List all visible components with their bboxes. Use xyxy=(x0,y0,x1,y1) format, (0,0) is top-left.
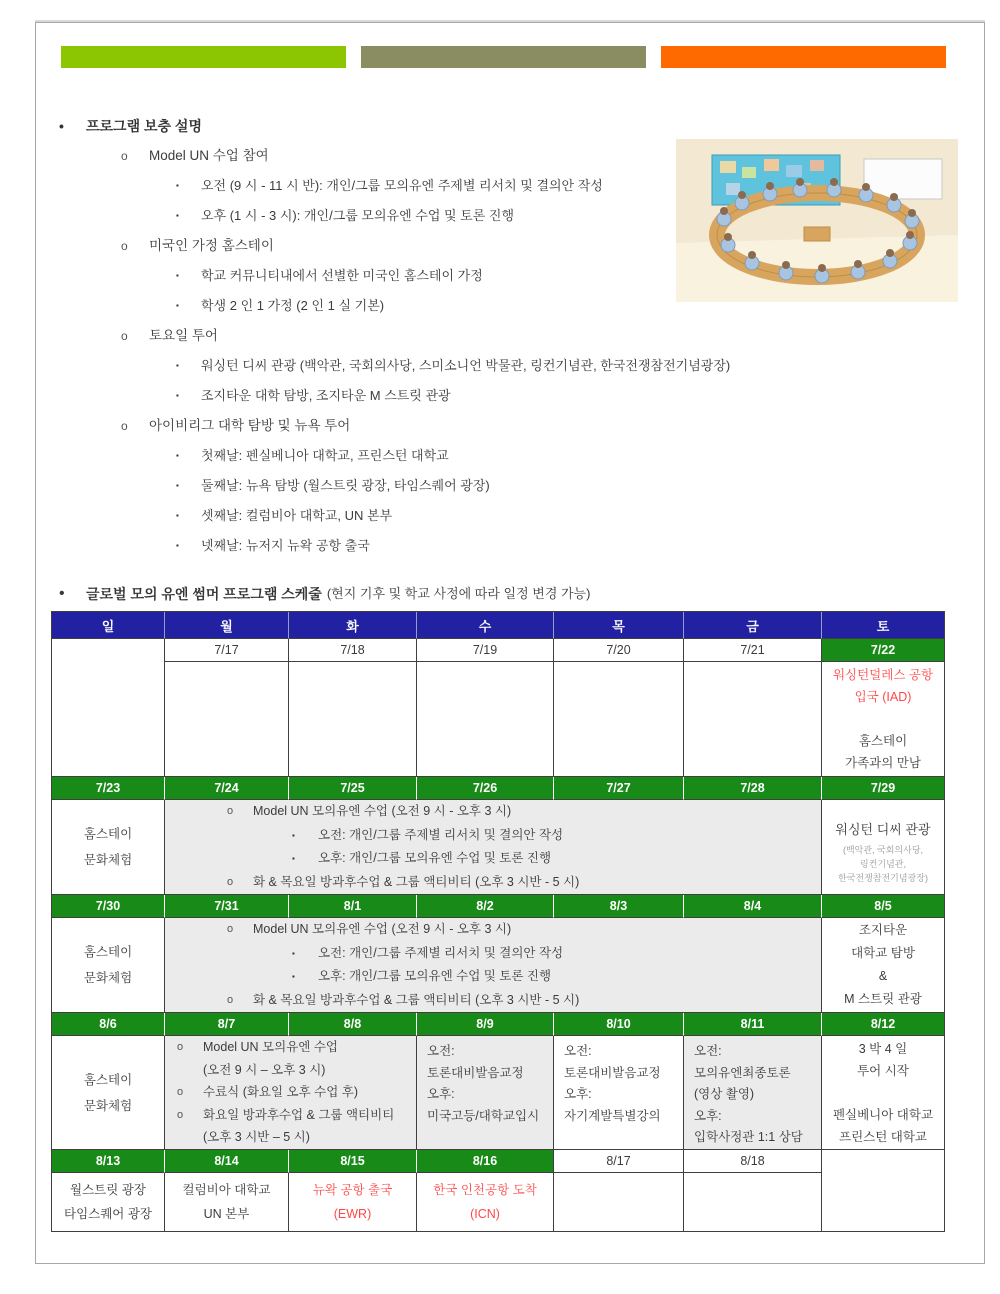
date-cell: 7/17 xyxy=(165,639,289,662)
bullet-icon: • xyxy=(59,118,64,134)
week1-sun-cell xyxy=(52,639,165,777)
list-item: 둘째날: 뉴욕 탐방 (월스트릿 광장, 타임스퀘어 광장) xyxy=(201,478,490,493)
date-cell: 8/13 xyxy=(52,1150,165,1173)
week4-sun-content: 홈스테이 문화체험 xyxy=(52,1036,165,1150)
week3-sat-content: 조지타운 대학교 탐방 & M 스트릿 관광 xyxy=(822,918,945,1013)
date-cell: 8/16 xyxy=(417,1150,554,1173)
dc-tour-title: 워싱턴 디씨 관광 xyxy=(835,822,931,837)
group-label: Model UN 수업 참여 xyxy=(149,148,269,163)
schedule-heading xyxy=(36,579,590,609)
date-cell: 8/18 xyxy=(684,1150,822,1173)
date-cell: 7/24 xyxy=(165,777,289,800)
empty-cell xyxy=(289,662,417,777)
week5-sat-cell xyxy=(822,1150,945,1232)
week5-wed-content: 한국 인천공항 도착 (ICN) xyxy=(417,1173,554,1232)
date-cell: 7/18 xyxy=(289,639,417,662)
date-cell: 8/17 xyxy=(554,1150,684,1173)
date-cell: 8/12 xyxy=(822,1013,945,1036)
empty-cell xyxy=(684,662,822,777)
empty-cell xyxy=(684,1173,822,1232)
week3-sun-content: 홈스테이 문화체험 xyxy=(52,918,165,1013)
group-label: 미국인 가정 홈스테이 xyxy=(149,238,274,253)
homestay-meeting-note: 홈스테이 가족과의 만남 xyxy=(845,734,921,770)
square-bullet-icon: ▪ xyxy=(176,541,179,550)
day-header-wed: 수 xyxy=(417,612,554,639)
date-cell: 7/27 xyxy=(554,777,684,800)
date-cell: 7/26 xyxy=(417,777,554,800)
circle-bullet-icon: o xyxy=(121,149,128,163)
date-cell: 8/4 xyxy=(684,895,822,918)
empty-cell xyxy=(554,662,684,777)
list-item: 첫째날: 펜실베니아 대학교, 프린스턴 대학교 xyxy=(201,448,449,463)
date-cell: 7/20 xyxy=(554,639,684,662)
week3-weekday-content: o Model UN 모의유엔 수업 (오전 9 시 - 오후 3 시) ▪ 오전: 개인/그룹 주제별 리서치 및 결의안 작성 ▪ 오후: 개인/그룹 모의유엔 수업 및 토론 진행 o 화 & 목요일 방과후수업 & 그룹 액티비티 (오후 3 시반 - 5 시) xyxy=(165,918,822,1013)
square-bullet-icon: ▪ xyxy=(176,481,179,490)
bullet-icon: • xyxy=(59,585,65,602)
week5-mon-content: 컬럼비아 대학교 UN 본부 xyxy=(165,1173,289,1232)
date-cell: 8/1 xyxy=(289,895,417,918)
week4-sat-content: 3 박 4 일 투어 시작 펜실베니아 대학교 프린스턴 대학교 xyxy=(822,1036,945,1150)
day-header-sat: 토 xyxy=(822,612,945,639)
list-item: 학생 2 인 1 가정 (2 인 1 실 기본) xyxy=(201,298,385,313)
date-cell: 7/28 xyxy=(684,777,822,800)
week1-sat-content xyxy=(822,662,945,777)
group-label: 아이비리그 대학 탐방 및 뉴욕 투어 xyxy=(149,418,351,433)
date-cell: 7/23 xyxy=(52,777,165,800)
schedule-title: 글로벌 모의 유엔 썸머 프로그램 스케줄 xyxy=(86,586,322,602)
date-cell: 7/19 xyxy=(417,639,554,662)
week2-sat-content xyxy=(822,800,945,895)
date-cell: 7/29 xyxy=(822,777,945,800)
dc-tour-detail: (백악관, 국회의사당, 링컨기념관, 한국전쟁참전기념광장) xyxy=(838,845,928,883)
week4-fri-content: 오전: 모의유엔최종토론 (영상 촬영) 오후: 입학사정관 1:1 상담 xyxy=(684,1036,822,1150)
group-label: 토요일 투어 xyxy=(149,328,218,343)
date-cell: 7/30 xyxy=(52,895,165,918)
list-item: 셋째날: 컬럼비아 대학교, UN 본부 xyxy=(201,508,393,523)
day-header-tue: 화 xyxy=(289,612,417,639)
week4-montue-content: o Model UN 모의유엔 수업 (오전 9 시 – 오후 3 시) o 수료식 (화요일 오후 수업 후) o 화요일 방과후수업 & 그룹 액티비티 (오후 3 시반 – 5 시) xyxy=(165,1036,417,1150)
accent-bar-orange xyxy=(661,46,946,68)
list-item: 오후 (1 시 - 3 시): 개인/그룹 모의유엔 수업 및 토론 진행 xyxy=(201,208,515,223)
date-cell: 8/14 xyxy=(165,1150,289,1173)
supplement-section xyxy=(36,111,941,561)
day-header-sun: 일 xyxy=(52,612,165,639)
date-cell: 8/6 xyxy=(52,1013,165,1036)
day-header-thu: 목 xyxy=(554,612,684,639)
date-cell: 8/2 xyxy=(417,895,554,918)
date-cell: 7/21 xyxy=(684,639,822,662)
week5-sun-content: 월스트릿 광장 타임스퀘어 광장 xyxy=(52,1173,165,1232)
date-cell: 7/31 xyxy=(165,895,289,918)
square-bullet-icon: ▪ xyxy=(176,451,179,460)
square-bullet-icon: ▪ xyxy=(176,361,179,370)
date-cell: 8/11 xyxy=(684,1013,822,1036)
accent-bar-olive xyxy=(361,46,646,68)
day-header-fri: 금 xyxy=(684,612,822,639)
supplement-title: 프로그램 보충 설명 xyxy=(86,118,202,134)
date-cell: 7/22 xyxy=(822,639,945,662)
circle-bullet-icon: o xyxy=(121,239,128,253)
empty-cell xyxy=(554,1173,684,1232)
week4-wed-content: 오전: 토론대비발음교정 오후: 미국고등/대학교입시 xyxy=(417,1036,554,1150)
week2-sun-content: 홈스테이 문화체험 xyxy=(52,800,165,895)
list-item: 학교 커뮤니티내에서 선별한 미국인 홈스테이 가정 xyxy=(201,268,483,283)
arrival-note: 워싱턴덜레스 공항 입국 (IAD) xyxy=(832,668,934,704)
square-bullet-icon: ▪ xyxy=(176,271,179,280)
square-bullet-icon: ▪ xyxy=(176,511,179,520)
date-cell: 8/15 xyxy=(289,1150,417,1173)
square-bullet-icon: ▪ xyxy=(176,211,179,220)
date-cell: 8/9 xyxy=(417,1013,554,1036)
empty-cell xyxy=(165,662,289,777)
square-bullet-icon: ▪ xyxy=(176,301,179,310)
accent-bars xyxy=(61,46,946,68)
schedule-table xyxy=(51,611,945,1232)
accent-bar-green xyxy=(61,46,346,68)
day-header-mon: 월 xyxy=(165,612,289,639)
date-cell: 8/8 xyxy=(289,1013,417,1036)
circle-bullet-icon: o xyxy=(121,419,128,433)
date-cell: 8/10 xyxy=(554,1013,684,1036)
list-item: 넷째날: 뉴저지 뉴왁 공항 출국 xyxy=(201,538,370,553)
circle-bullet-icon: o xyxy=(121,329,128,343)
square-bullet-icon: ▪ xyxy=(176,181,179,190)
list-item: 워싱턴 디씨 관광 (백악관, 국회의사당, 스미소니언 박물관, 링컨기념관, 한국전쟁참전기념광장) xyxy=(201,358,731,373)
date-cell: 8/3 xyxy=(554,895,684,918)
list-item: 오전 (9 시 - 11 시 반): 개인/그룹 모의유엔 주제별 리서치 및 결의안 작성 xyxy=(201,178,603,193)
date-cell: 8/5 xyxy=(822,895,945,918)
date-cell: 7/25 xyxy=(289,777,417,800)
square-bullet-icon: ▪ xyxy=(176,391,179,400)
list-item: 조지타운 대학 탐방, 조지타운 M 스트릿 관광 xyxy=(201,388,451,403)
date-cell: 8/7 xyxy=(165,1013,289,1036)
schedule-note: (현지 기후 및 학교 사정에 따라 일정 변경 가능) xyxy=(326,586,591,601)
page-border xyxy=(35,22,985,1264)
week2-weekday-content: o Model UN 모의유엔 수업 (오전 9 시 - 오후 3 시) ▪ 오전: 개인/그룹 주제별 리서치 및 결의안 작성 ▪ 오후: 개인/그룹 모의유엔 수업 및 토론 진행 o 화 & 목요일 방과후수업 & 그룹 액티비티 (오후 3 시반 - 5 시) xyxy=(165,800,822,895)
week5-tue-content: 뉴왁 공항 출국 (EWR) xyxy=(289,1173,417,1232)
week4-thu-content: 오전: 토론대비발음교정 오후: 자기계발특별강의 xyxy=(554,1036,684,1150)
empty-cell xyxy=(417,662,554,777)
